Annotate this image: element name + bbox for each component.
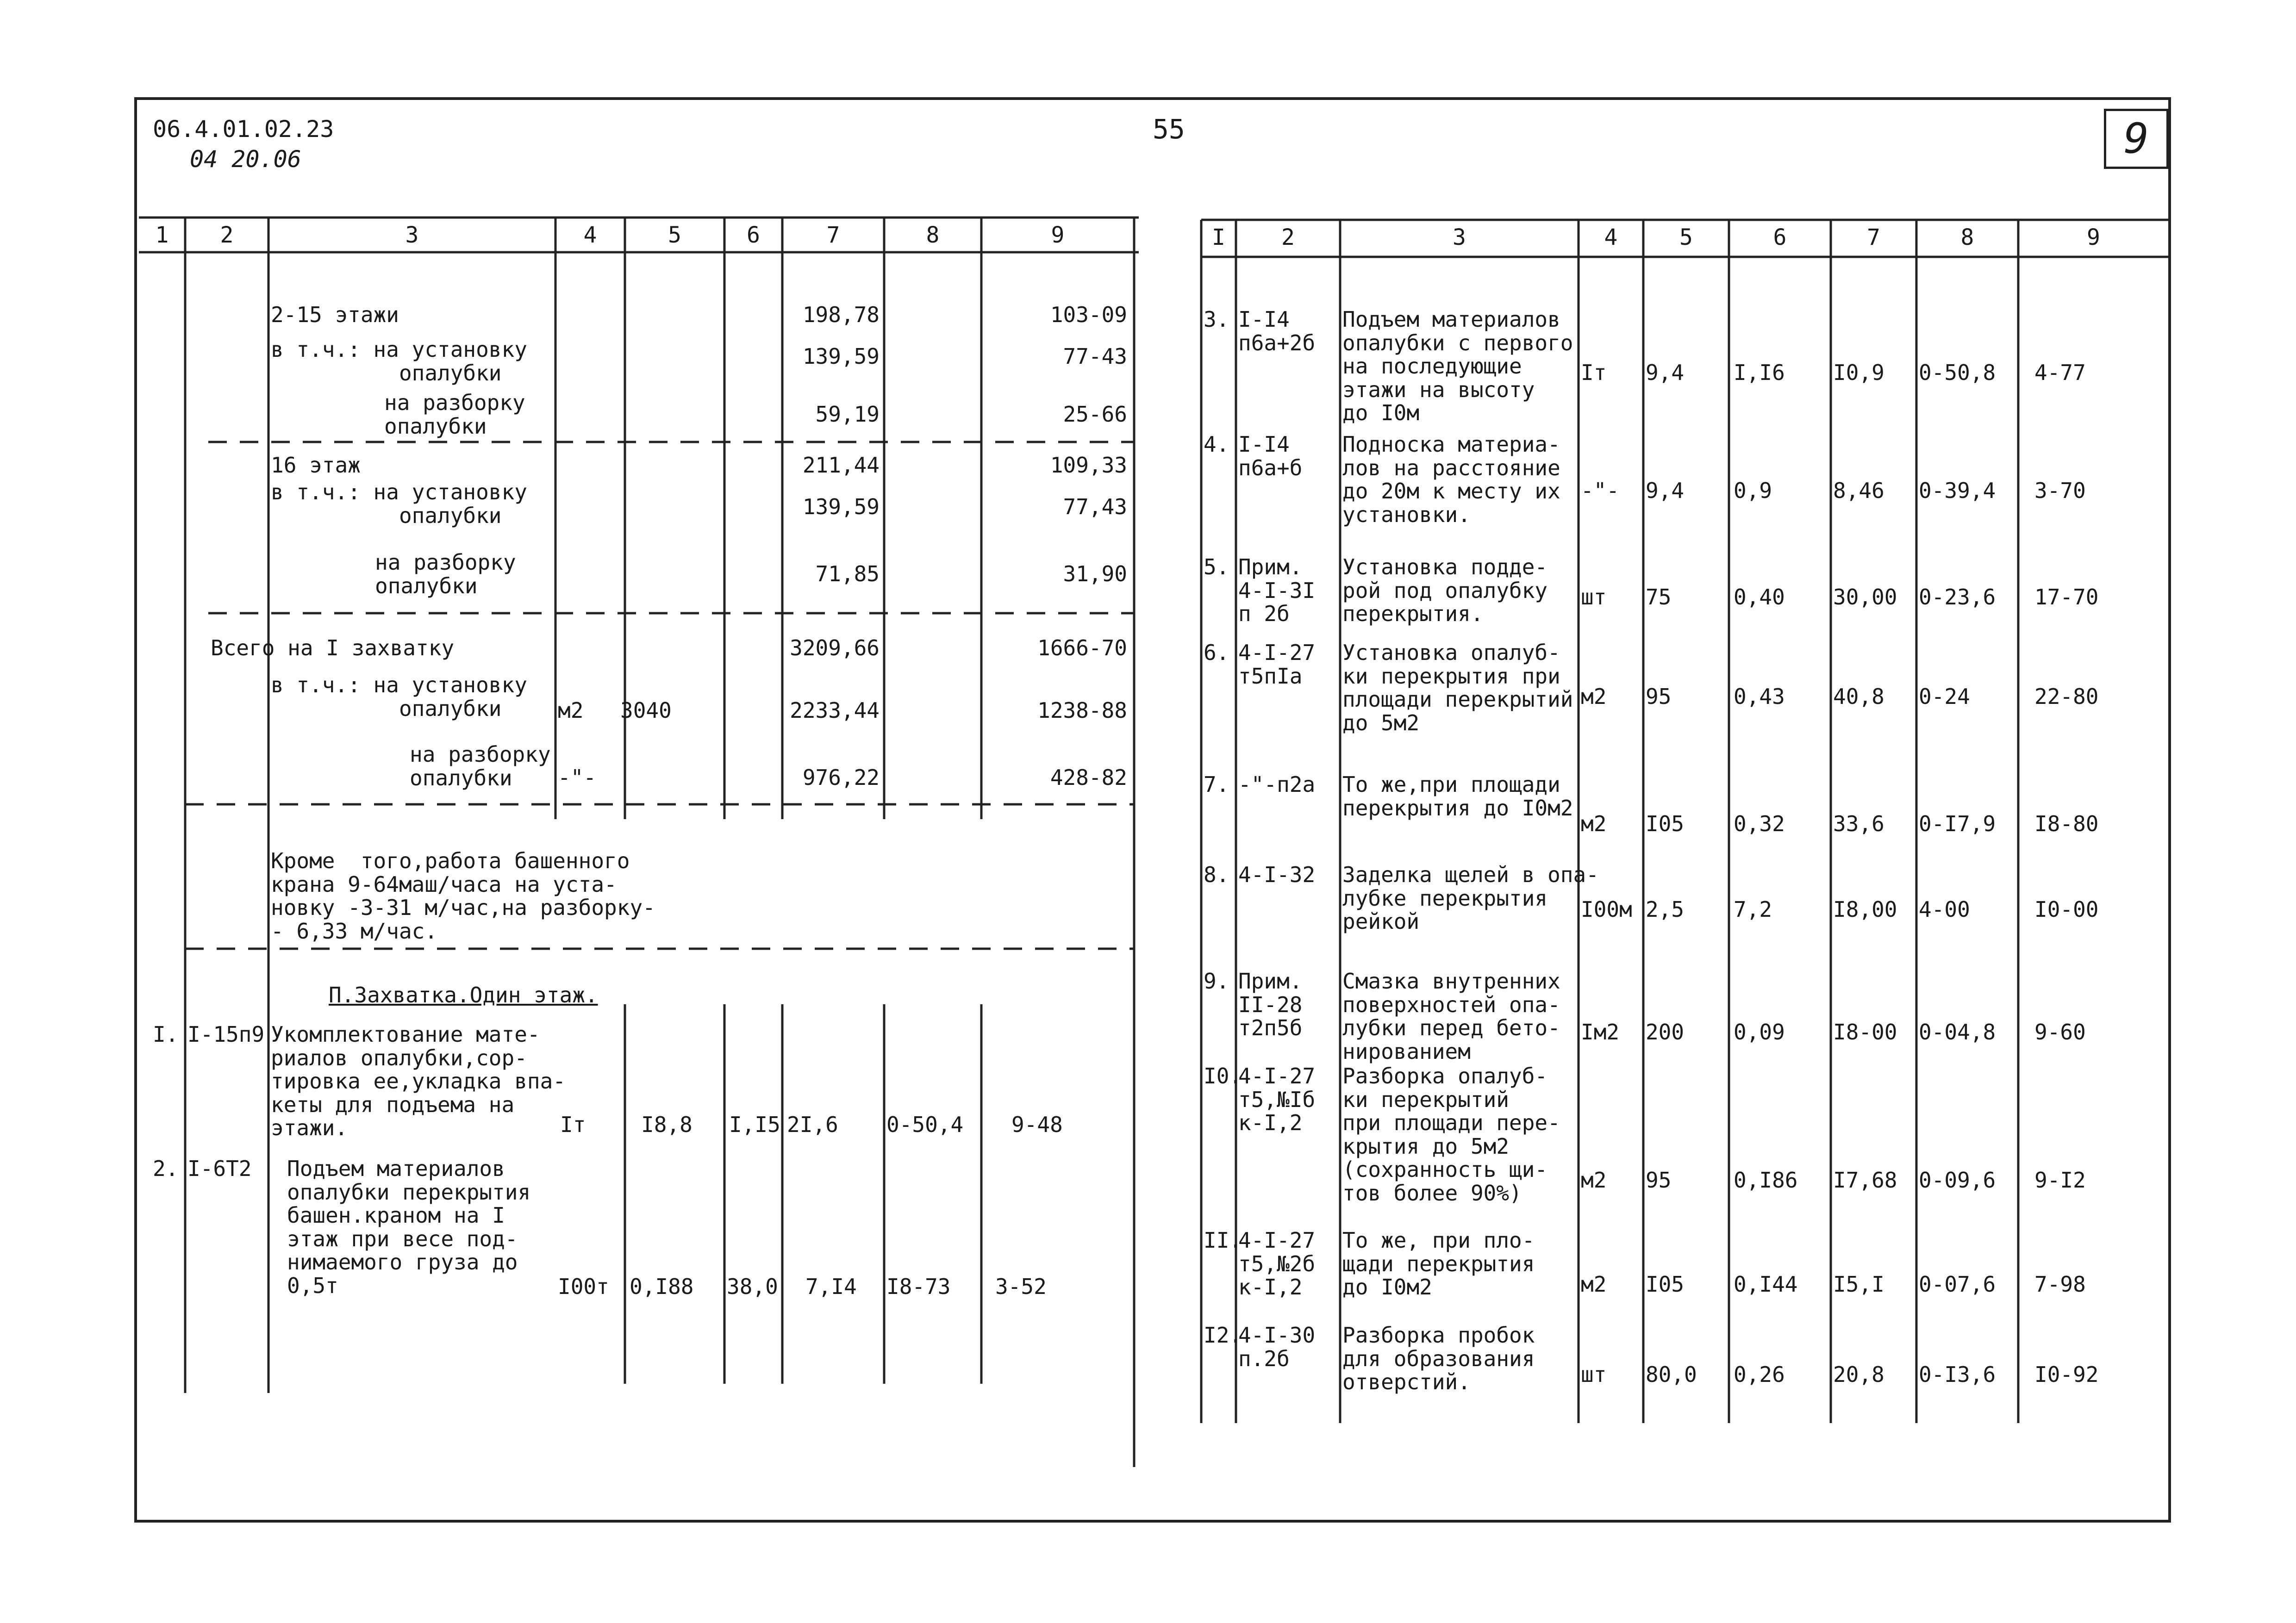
right-row-number: II. <box>1204 1228 1242 1253</box>
right-row-value: 33,6 <box>1833 811 1884 836</box>
right-row-rate: 4-00 <box>1919 897 1970 922</box>
right-row-code: Прим. 4-I-3I п 2б <box>1238 554 1316 627</box>
left-row-value: 139,59 <box>802 494 880 519</box>
right-row-value: I8-00 <box>1833 1020 1897 1045</box>
left-row-unit: I00т <box>558 1274 609 1299</box>
right-row-number: 9. <box>1204 969 1229 994</box>
right-row-total: I0-00 <box>2034 897 2099 922</box>
right-row-number: 6. <box>1204 640 1229 665</box>
right-row-total: 4-77 <box>2034 360 2086 385</box>
left-row-label: на разборку опалубки <box>375 550 516 598</box>
left-row-total: 428-82 <box>1050 765 1127 790</box>
right-row-description: То же,при площади перекрытия до I0м2 <box>1342 772 1573 821</box>
right-row-norm: 0,I86 <box>1734 1168 1798 1193</box>
left-row-code: I-15п9 <box>187 1022 265 1047</box>
left-row-label: в т.ч.: на установку опалубки <box>271 479 527 528</box>
right-row-rate: 0-24 <box>1919 684 1970 709</box>
right-row-rate: 0-09,6 <box>1919 1168 1996 1193</box>
left-row-value: 7,I4 <box>805 1274 857 1299</box>
left-row-total: 25-66 <box>1063 402 1127 427</box>
right-row-unit: I00м <box>1581 897 1632 922</box>
right-row-description: Разборка опалуб- ки перекрытий при площади пере- крытия до 5м2 (сохранность щи- тов более 90%) <box>1342 1063 1560 1206</box>
right-row-code: 4-I-27 т5,№Iб к-I,2 <box>1238 1063 1316 1136</box>
right-row-unit: м2 <box>1581 811 1607 836</box>
right-row-norm: 0,43 <box>1734 684 1785 709</box>
sheet-number: 9 <box>2123 114 2149 163</box>
right-row-total: I0-92 <box>2034 1362 2099 1387</box>
left-row-description: Укомплектование мате- риалов опалубки,сор- тировка ее,укладка впа- кеты для подъема на этажи. <box>271 1022 566 1141</box>
right-row-norm: 0,32 <box>1734 811 1785 836</box>
left-row-label: на разборку опалубки <box>384 390 525 439</box>
right-row-quantity: 75 <box>1646 585 1672 609</box>
left-row-unit: -"- <box>558 765 597 790</box>
right-row-number: I0. <box>1204 1063 1242 1088</box>
right-row-norm: 0,9 <box>1734 478 1772 503</box>
left-row-label: в т.ч.: на установку опалубки <box>271 337 527 386</box>
left-col-head-4: 4 <box>583 222 597 248</box>
right-row-norm: 0,26 <box>1734 1362 1785 1387</box>
right-col-head-2: 2 <box>1281 224 1295 250</box>
left-total-value: 3209,66 <box>790 635 880 660</box>
left-row-unit: Iт <box>560 1112 586 1137</box>
left-total-sum: 1666-70 <box>1037 635 1127 660</box>
right-row-number: I2. <box>1204 1323 1242 1348</box>
right-row-total: 22-80 <box>2034 684 2099 709</box>
right-row-unit: м2 <box>1581 684 1607 709</box>
right-row-unit: Iт <box>1581 360 1607 385</box>
doc-code-primary: 06.4.01.02.23 <box>153 116 334 143</box>
right-row-value: I5,I <box>1833 1272 1884 1297</box>
right-row-unit: м2 <box>1581 1168 1607 1193</box>
right-row-value: I0,9 <box>1833 360 1884 385</box>
right-row-description: Подноска материа- лов на расстояние до 20м к месту их установки. <box>1342 432 1560 527</box>
left-row-norm: 38,0 <box>727 1274 778 1299</box>
right-row-rate: 0-07,6 <box>1919 1272 1996 1297</box>
left-row-label: на разборку опалубки <box>410 742 551 790</box>
right-row-norm: 0,40 <box>1734 585 1785 609</box>
right-row-total: I8-80 <box>2034 811 2099 836</box>
left-row-value: 2I,6 <box>787 1112 838 1137</box>
right-col-head-8: 8 <box>1960 224 1974 250</box>
right-row-code: 4-I-27 т5пIа <box>1238 640 1316 689</box>
right-col-head-6: 6 <box>1773 224 1787 250</box>
right-row-rate: 0-04,8 <box>1919 1020 1996 1045</box>
right-row-unit: шт <box>1581 585 1607 609</box>
right-row-norm: I,I6 <box>1734 360 1785 385</box>
left-col-head-8: 8 <box>926 222 940 248</box>
right-row-number: 4. <box>1204 432 1229 457</box>
right-row-unit: Iм2 <box>1581 1020 1620 1045</box>
left-row-total: 31,90 <box>1063 561 1127 586</box>
right-row-rate: 0-I7,9 <box>1919 811 1996 836</box>
right-row-description: Подъем материалов опалубки с первого на последующие этажи на высоту до I0м <box>1342 307 1573 426</box>
right-col-head-4: 4 <box>1604 224 1618 250</box>
left-row-quantity: I8,8 <box>641 1112 693 1137</box>
left-row-norm: I,I5 <box>729 1112 780 1137</box>
right-row-total: 9-I2 <box>2034 1168 2086 1193</box>
right-row-code: I-I4 п6а+2б <box>1238 307 1316 355</box>
left-col-head-2: 2 <box>220 222 234 248</box>
right-table <box>1201 220 2171 1423</box>
right-row-code: Прим. II-28 т2п5б <box>1238 969 1303 1041</box>
right-row-number: 8. <box>1204 862 1229 887</box>
right-col-head-7: 7 <box>1867 224 1880 250</box>
left-row-value: 71,85 <box>815 561 880 586</box>
right-row-description: Заделка щелей в опа- лубке перекрытия рейкой <box>1342 862 1599 934</box>
left-row-code: I-6Т2 <box>187 1156 252 1181</box>
right-row-code: 4-I-27 т5,№2б к-I,2 <box>1238 1228 1316 1300</box>
crane-note: Кроме того,работа башенного крана 9-64маш/часа на уста- новку -3-31 м/час,на разборку- - 6,33 м/час. <box>271 848 655 944</box>
right-row-rate: 0-39,4 <box>1919 478 1996 503</box>
right-row-norm: 0,09 <box>1734 1020 1785 1045</box>
left-col-head-9: 9 <box>1051 222 1065 248</box>
left-row-value: 198,78 <box>802 302 880 327</box>
left-row-total: 1238-88 <box>1037 698 1127 723</box>
left-row-quantity: 0,I88 <box>630 1274 694 1299</box>
right-row-quantity: 9,4 <box>1646 360 1685 385</box>
right-row-description: Разборка пробок для образования отверстий. <box>1342 1323 1535 1395</box>
right-row-rate: 0-I3,6 <box>1919 1362 1996 1387</box>
right-row-unit: -"- <box>1581 478 1620 503</box>
right-row-code: -"-п2а <box>1238 772 1316 797</box>
right-row-total: 3-70 <box>2034 478 2086 503</box>
left-row-number: I. <box>153 1022 179 1047</box>
right-row-quantity: 2,5 <box>1646 897 1685 922</box>
right-row-code: I-I4 п6а+б <box>1238 432 1303 480</box>
left-row-total: 103-09 <box>1050 302 1127 327</box>
right-row-code: 4-I-30 п.2б <box>1238 1323 1316 1371</box>
right-row-quantity: I05 <box>1646 811 1685 836</box>
right-row-number: 3. <box>1204 307 1229 332</box>
left-row-label: в т.ч.: на установку опалубки <box>271 672 527 721</box>
right-row-description: Установка подде- рой под опалубку перекрытия. <box>1342 554 1548 627</box>
left-row-total: 9-48 <box>1011 1112 1063 1137</box>
right-row-value: 20,8 <box>1833 1362 1884 1387</box>
right-row-unit: м2 <box>1581 1272 1607 1297</box>
right-row-value: 40,8 <box>1833 684 1884 709</box>
right-col-head-9: 9 <box>2087 224 2100 250</box>
left-row-total: 77-43 <box>1063 344 1127 369</box>
left-row-unit: м2 <box>558 698 584 723</box>
right-row-number: 5. <box>1204 554 1229 579</box>
right-row-rate: 0-50,8 <box>1919 360 1996 385</box>
right-row-quantity: 95 <box>1646 684 1672 709</box>
right-row-quantity: 95 <box>1646 1168 1672 1193</box>
right-row-unit: шт <box>1581 1362 1607 1387</box>
left-row-total: 109,33 <box>1050 453 1127 478</box>
left-row-total: 77,43 <box>1063 494 1127 519</box>
left-row-number: 2. <box>153 1156 179 1181</box>
left-row-label: 2-15 этажи <box>271 302 399 327</box>
right-row-code: 4-I-32 <box>1238 862 1316 887</box>
left-row-rate: I8-73 <box>886 1274 951 1299</box>
right-row-quantity: 9,4 <box>1646 478 1685 503</box>
section-title: П.Захватка.Один этаж. <box>329 983 598 1007</box>
right-row-norm: 7,2 <box>1734 897 1772 922</box>
right-row-quantity: 200 <box>1646 1020 1685 1045</box>
right-row-value: I7,68 <box>1833 1168 1897 1193</box>
right-row-total: 17-70 <box>2034 585 2099 609</box>
right-row-description: То же, при пло- щади перекрытия до I0м2 <box>1342 1228 1535 1300</box>
right-row-total: 9-60 <box>2034 1020 2086 1045</box>
right-col-head-1: I <box>1212 224 1225 250</box>
right-row-quantity: I05 <box>1646 1272 1685 1297</box>
left-col-head-1: 1 <box>155 222 169 248</box>
left-row-quantity: 3040 <box>620 698 672 723</box>
left-table <box>139 218 1143 1402</box>
right-row-norm: 0,I44 <box>1734 1272 1798 1297</box>
doc-code-secondary: 04 20.06 <box>190 146 301 173</box>
right-row-value: 8,46 <box>1833 478 1884 503</box>
left-total-label: Всего на I захватку <box>211 635 455 660</box>
left-row-value: 139,59 <box>802 344 880 369</box>
right-row-description: Установка опалуб- ки перекрытия при площади перекрытий до 5м2 <box>1342 640 1573 735</box>
left-col-head-3: 3 <box>405 222 419 248</box>
sheet-number-box <box>2104 109 2169 169</box>
left-row-value: 59,19 <box>815 402 880 427</box>
page-number: 55 <box>1153 113 1185 145</box>
left-col-head-6: 6 <box>747 222 760 248</box>
left-row-label: 16 этаж <box>271 453 361 478</box>
left-row-total: 3-52 <box>995 1274 1047 1299</box>
left-row-rate: 0-50,4 <box>886 1112 964 1137</box>
right-row-quantity: 80,0 <box>1646 1362 1697 1387</box>
right-row-number: 7. <box>1204 772 1229 797</box>
right-row-description: Смазка внутренних поверхностей опа- лубки перед бето- нированием <box>1342 969 1560 1064</box>
left-row-value: 211,44 <box>802 453 880 478</box>
right-row-total: 7-98 <box>2034 1272 2086 1297</box>
left-row-value: 2233,44 <box>790 698 880 723</box>
right-row-rate: 0-23,6 <box>1919 585 1996 609</box>
left-row-description: Подъем материалов опалубки перекрытия башен.краном на I этаж при весе под- нимаемого груза до 0,5т <box>287 1156 531 1298</box>
right-col-head-3: 3 <box>1453 224 1466 250</box>
right-row-value: I8,00 <box>1833 897 1897 922</box>
right-row-value: 30,00 <box>1833 585 1897 609</box>
left-col-head-7: 7 <box>826 222 840 248</box>
right-col-head-5: 5 <box>1679 224 1693 250</box>
left-col-head-5: 5 <box>668 222 681 248</box>
left-row-value: 976,22 <box>802 765 880 790</box>
